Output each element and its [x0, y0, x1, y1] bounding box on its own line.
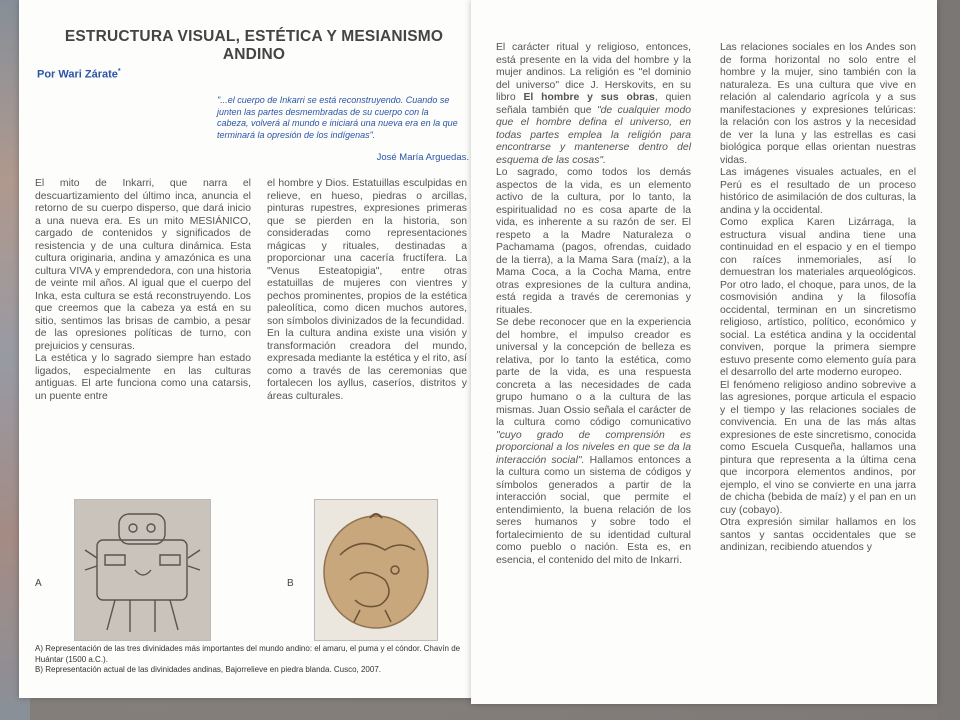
paragraph: Las relaciones sociales en los Andes son de forma horizontal no solo entre el hombre y la mujer, sino también con la naturaleza. Es una cultura que vive en relación al calendario agrícola y a sus manifestaciones y expresiones telúricas: la relación con los astros y la necesidad de ver la luna y las estrellas es casi biológica porque ellas orientan nuestras vidas.: [720, 42, 916, 166]
chavin-relief-drawing: [75, 500, 210, 640]
epigraph-quote: "...el cuerpo de Inkarri se está reconstruyendo. Cuando se junten las partes desmembradas de su cuerpo con la cabeza, volverá al mundo e iniciará una nueva era en la que terminará la opresión de los indígenas".: [217, 95, 458, 140]
right-page: [471, 0, 937, 704]
figure-b-label: B: [287, 578, 294, 589]
paragraph: [496, 317, 691, 567]
article-title: ESTRUCTURA VISUAL, ESTÉTICA Y MESIANISMO ANDINO: [64, 28, 444, 63]
article-author: [37, 68, 121, 81]
paragraph: [496, 42, 691, 167]
paragraph: el hombre y Dios. Estatuillas esculpidas en relieve, en hueso, piedras o arcillas, pinturas rupestres, expresiones primeras que se pierden en la historia, son consideradas como representaciones mágicas y rituales, destinadas a proporcionar una cacería fructífera. La "Venus Esteatopigia", entre otras estatuillas de mujeres con vientres y pechos prominentes, propios de la estética paleolítica, como dicen muchos autores, son símbolos divinizados de la fecundidad.: [267, 178, 467, 327]
figure-b-stone-relief-image: [314, 499, 438, 641]
figure-captions: [35, 644, 465, 676]
paragraph: El fenómeno religioso andino sobrevive a las agresiones, porque articula el espacio y el tiempo y las relaciones sociales de convivencia. En una de las más altas expresiones de este sincretismo, conocida como Escuela Cusqueña, hallamos una pintura que representa a la última cena que incorpora elementos andinos, por ejemplo, el vino se convierte en una jarra de chicha (bebida de maíz) y el pan en un cuy (cobayo).: [720, 379, 916, 516]
paragraph: Como explica Karen Lizárraga, la estructura visual andina tiene una continuidad en el espacio y en el tiempo con raíces inmemoriales, así lo demuestran los materiales arqueológicos. Por otro lado, el choque, para unos, de la cosmovisión andina y la filosofía occidental, terminan en un sincretismo religioso, artístico, político, económico y social. La estética andina y la occidental conviven, porque la primera siempre estuvo presente como elemento guía para el desarrollo del arte moderno europeo.: [720, 217, 916, 378]
text-run: , quien señala también que: [496, 92, 691, 116]
stone-relief-drawing: [315, 500, 437, 640]
paragraph: El mito de Inkarri, que narra el descuartizamiento del último inca, anuncia el retorno de su cuerpo disperso, que dará inicio a una nueva era. Es un mito MESIÁNICO, cargado de contenidos y significados de resistencia y de una cultura dinámica. Esta cultura originaria, andina y amazónica es una cultura VIVA y emprendedora, con una historia de veinte mil años. Al igual que el cuerpo del Inka, esta cultura se está reconstruyendo. Los que creemos que la cabeza ya está en su sitio, sentimos las brisas de cambio, a pesar de las opresiones políticas de turno, con prejuicios y censuras.: [35, 178, 251, 352]
text-run: Se debe reconocer que en la experiencia del hombre, el impulso creador es universal y la concepción de belleza es relativa, por lo tanto la estética, como parte de la vida, es una respuesta concreta a las necesidades de cada grupo humano o a la cultura de las mismas. Juan Ossio señala el carácter de la cultura como código comunicativo: [496, 317, 691, 428]
book-title: El hombre y sus obras: [523, 92, 655, 103]
background-right-strip: [937, 0, 960, 720]
paragraph: Otra expresión similar hallamos en los santos y santas occidentales que se andinizan, recibiendo atuendos y: [720, 517, 916, 553]
text-run: El carácter ritual y religioso, entonces, está presente en la vida del hombre y la mujer andinos. La religión es "el dominio del universo" dice J. Herskovits, en su libro: [496, 42, 691, 103]
caption-a: A) Representación de las tres divinidades más importantes del mundo andino: el amaru, el puma y el cóndor. Chavín de Huántar (1500 a.C.).: [35, 644, 461, 664]
quoted-text: "cuyo grado de comprensión es proporcional a los niveles en que se da la interacción social".: [496, 429, 691, 466]
left-column-2: [267, 178, 467, 403]
paragraph: La estética y lo sagrado siempre han estado ligados, especialmente en las culturas antiguas. El arte funciona como una catarsis, un puente entre: [35, 353, 251, 402]
quoted-text: "de cualquier modo que el hombre defina el universo, en todas partes emplea la religión para encontrarse y mantenerse dentro del esquema de las cosas".: [496, 104, 692, 166]
author-name: Por Wari Zárate: [37, 68, 118, 81]
paragraph: En la cultura andina existe una visión y transformación creadora del mundo, expresada mediante la estética y el rito, así como a través de las ceremonias que fortalecen los ayllus, caseríos, distritos y áreas culturales.: [267, 328, 467, 402]
right-column-2: [720, 42, 916, 555]
left-page: [19, 0, 481, 698]
right-column-1: [496, 42, 691, 567]
figure-a-label: A: [35, 578, 42, 589]
left-column-1: [35, 178, 251, 403]
paragraph: Las imágenes visuales actuales, en el Perú es el resultado de un proceso histórico de asimilación de dos culturas, la andina y la occidental.: [720, 167, 916, 216]
author-footnote-mark: *: [117, 68, 121, 75]
paragraph: Lo sagrado, como todos los demás aspectos de la vida, es un elemento activo de la cultura, por lo tanto, la espiritualidad no es cosa aparte de la vida, es inherente a su razón de ser. El respeto a la Madre Naturaleza o Pachamama (pagos, ofrendas, cuidado de la tierra), a la Mama Sara (maíz), a la Mama Coca, a la Cocha Mama, entre otras expresiones de la cultura andina, está regida a través de ceremonias y rituales.: [496, 167, 691, 316]
text-run: Hallamos entonces a la cultura como un sistema de códigos y símbolos generados a partir de la interacción social, que permite el entendimiento, la buena relación de los seres humanos y sobre todo el fortalecimiento de su identidad cultural como pueblo o nación. Esta es, en esencia, el contenido del mito de Inkarri.: [496, 454, 692, 566]
epigraph-attribution: José María Arguedas.: [376, 152, 469, 163]
caption-b: B) Representación actual de las divinidades andinas, Bajorrelieve en piedra blanda. Cusco, 2007.: [35, 665, 381, 674]
figure-a-chavin-relief-image: [74, 499, 211, 641]
